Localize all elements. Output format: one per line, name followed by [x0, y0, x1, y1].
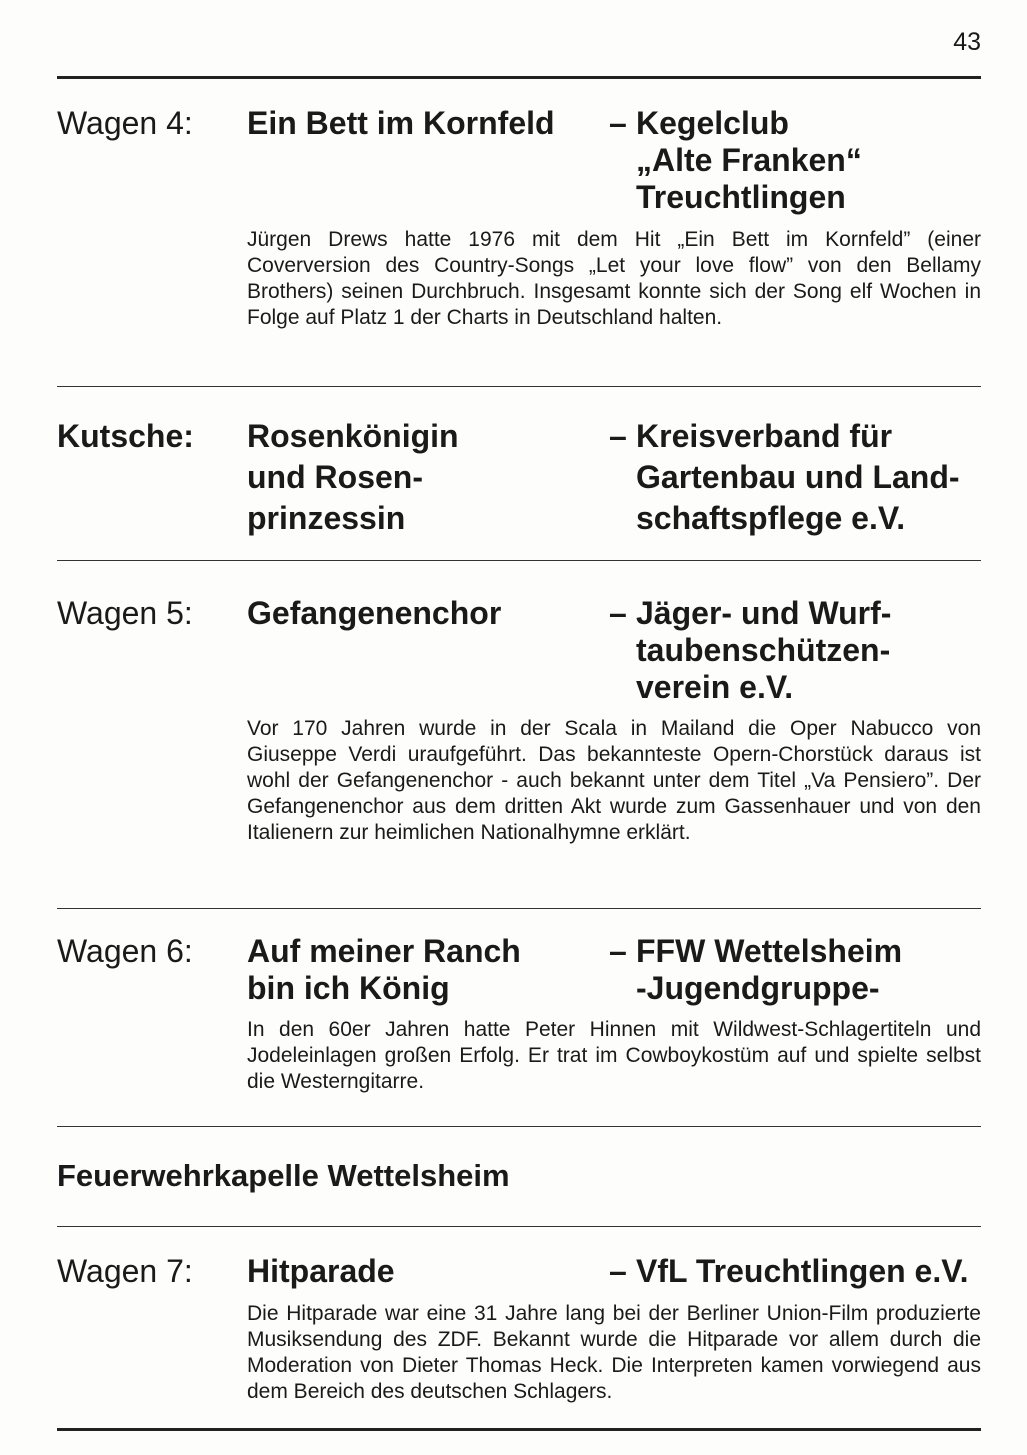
bottom-rule	[57, 1428, 981, 1431]
title-line: und Rosen-	[247, 459, 423, 495]
entry-label: Kutsche:	[57, 418, 194, 454]
entry-wagen-5	[57, 595, 981, 875]
dash: –	[609, 933, 627, 969]
divider	[57, 1126, 981, 1127]
group-line: verein e.V.	[636, 669, 794, 705]
entry-label: Wagen 5:	[57, 595, 193, 631]
group-line: taubenschützen-	[636, 632, 891, 668]
entry-label: Wagen 6:	[57, 933, 193, 969]
dash: –	[609, 1253, 627, 1289]
group-line: schaftspflege e.V.	[636, 500, 906, 536]
title-line: Auf meiner Ranch	[247, 933, 521, 969]
entry-description: Vor 170 Jahren wurde in der Scala in Mailand die Oper Nabucco von Giuseppe Verdi uraufgeführt. Das bekannteste Opern-Chorstück daraus ist wohl der Gefangenenchor - auch bekannt unter dem Titel „Va Pensiero”. Der Gefangenenchor aus dem dritten Akt wurde zum Gassenhauer und von den Italienern zur heimlichen Nationalhymne erklärt.	[247, 717, 981, 844]
section-title: Feuerwehrkapelle Wettelsheim	[57, 1158, 510, 1193]
entry-wagen-4	[57, 105, 981, 365]
divider	[57, 908, 981, 909]
group-line: Kreisverband für	[636, 418, 893, 454]
group-line: -Jugendgruppe-	[636, 970, 880, 1006]
group-line: „Alte Franken“	[636, 142, 862, 178]
divider	[57, 1226, 981, 1227]
entry-kutsche	[57, 416, 981, 546]
entry-description: In den 60er Jahren hatte Peter Hinnen mit Wildwest-Schlagertiteln und Jodeleinlagen großen Erfolg. Er trat im Cowboykostüm auf und spielte selbst die Westerngitarre.	[247, 1018, 981, 1093]
entry-description: Jürgen Drews hatte 1976 mit dem Hit „Ein Bett im Kornfeld” (einer Coverversion des Country-Songs „Let your love flow” von den Bellamy Brothers) seinen Durchbruch. Insgesamt konnte sich der Song elf Wochen in Folge auf Platz 1 der Charts in Deutschland halten.	[247, 228, 981, 329]
group-line: Kegelclub	[636, 105, 789, 141]
top-rule	[57, 76, 981, 79]
divider	[57, 560, 981, 561]
entry-wagen-6	[57, 933, 981, 1098]
dash: –	[609, 595, 627, 631]
divider	[57, 386, 981, 387]
entry-title	[247, 933, 607, 1007]
group-line: VfL Treuchtlingen e.V.	[636, 1253, 969, 1289]
dash: –	[609, 105, 627, 141]
page-number: 43	[953, 28, 981, 56]
group-line: Gartenbau und Land-	[636, 459, 960, 495]
title-line: prinzessin	[247, 500, 406, 536]
dash: –	[609, 418, 627, 454]
entry-label: Wagen 4:	[57, 105, 193, 141]
entry-wagen-7	[57, 1253, 981, 1413]
entry-title: Gefangenenchor	[247, 595, 502, 631]
entry-title: Ein Bett im Kornfeld	[247, 105, 555, 141]
group-line: FFW Wettelsheim	[636, 933, 903, 969]
entry-title	[247, 416, 607, 539]
entry-title: Hitparade	[247, 1253, 395, 1289]
entry-description: Die Hitparade war eine 31 Jahre lang bei der Berliner Union-Film produzierte Musiksendung des ZDF. Bekannt wurde die Hitparade vor allem durch die Moderation von Dieter Thomas Heck. Die Interpreten kamen vorwiegend aus dem Bereich des deutschen Schlagers.	[247, 1302, 981, 1403]
title-line: bin ich König	[247, 970, 450, 1006]
title-line: Rosenkönigin	[247, 418, 459, 454]
entry-label: Wagen 7:	[57, 1253, 193, 1289]
group-line: Treuchtlingen	[636, 179, 846, 215]
group-line: Jäger- und Wurf-	[636, 595, 892, 631]
